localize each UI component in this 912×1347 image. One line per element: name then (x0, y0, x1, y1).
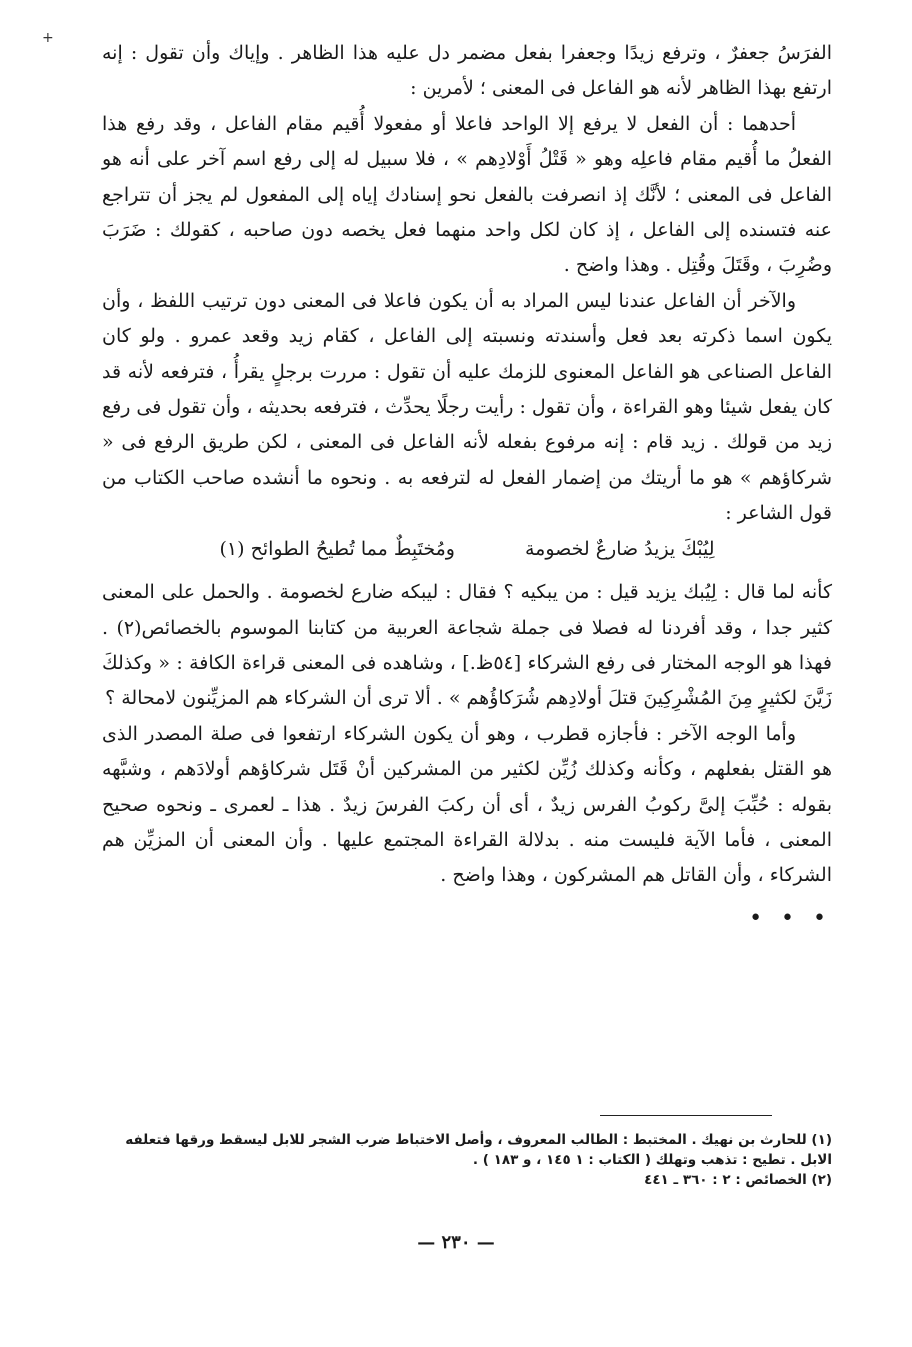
paragraph-4: كأنه لما قال : لِيُبك يزيد قيل : من يبكيه ؟ فقال : ليبكه ضارع لخصومة . والحمل على المعنى كثير جدا ، وقد أفردنا له فصلا فى جملة شجاعة العربية من كتابنا الموسوم بالخصائص(٢) . فهذا هو الوجه المختار فى رفع الشركاء [٥٤ظ.] ، وشاهده فى المعنى قراءة الكافة : « وكذلكَ زَيَّنَ لكثيرٍ مِنَ المُشْرِكِينَ قتلَ أولادِهم شُرَكاؤُهم » . ألا ترى أن الشركاء هم المزيِّنون لامحالة ؟ (102, 581, 832, 710)
paragraph-1: الفرَسُ جعفرٌ ، وترفع زيدًا وجعفرا بفعل مضمر دل عليه هذا الظاهر . وإياك وأن تقول : إنه ارتفع بهذا الظاهر لأنه هو الفاعل فى المعنى ؛ لأمرين : (102, 42, 832, 100)
footnotes (102, 1130, 832, 1190)
section-ornament: • • • (749, 905, 832, 931)
footnote-1: (١) للحارث بن نهيك . المختبط : الطالب المعروف ، وأصل الاختباط ضرب الشجر للابل ليسقط ورقها فتعلفه الابل . تطيح : تذهب وتهلك ( الكتاب : ١ ١٤٥ ، و ١٨٣ ) . (125, 1132, 832, 1168)
corner-mark: + (42, 30, 54, 46)
paragraph-5: وأما الوجه الآخر : فأجازه قطرب ، وهو أن يكون الشركاء ارتفعوا فى صلة المصدر الذى هو القتل بفعلهم ، وكأنه وكذلك زُيِّن لكثير من المشركين أنْ قَتَل شركاؤهم أولادَهم ، وشبَّهه بقوله : حُبِّبَ إلىَّ ركوبُ الفرس زيدٌ ، أى أن ركبَ الفرسَ زيدٌ . هذا ـ لعمرى ـ ونحوه صحيح المعنى ، فأما الآية فليست منه . بدلالة القراءة المجتمع عليها . وأن المعنى أن المزيِّن هم الشركاء ، وأن القاتل هم المشركون ، وهذا واضح . (102, 722, 832, 887)
body-text (102, 36, 832, 934)
footnote-2: (٢) الخصائص : ٢ : ٣٦٠ ـ ٤٤١ (644, 1172, 832, 1188)
verse-second-hemistich: ومُختَبِطٌ مما تُطيحُ الطوائح (١) (219, 537, 455, 560)
poetry-verse (102, 532, 832, 567)
page-number: — ٢٣٠ — (417, 1232, 495, 1253)
paragraph-3: والآخر أن الفاعل عندنا ليس المراد به أن يكون فاعلا فى المعنى دون ترتيب اللفظ ، وأن يكون اسما ذكرته بعد فعل وأسندته ونسبته إلى الفاعل ، كقام زيد وقعد عمرو . ولو كان الفاعل الصناعى هو الفاعل المعنوى للزمك عليه أن تقول : مررت برجلٍ يقرأُ ، فترفعه لأنه قد كان يفعل شيئا وهو القراءة ، وأن تقول : رأيت رجلًا يحدِّث ، فترفعه بحديثه ، وأن تقول فى رفع زيد من قولك . زيد قام : إنه مرفوع بفعله لأنه الفاعل فى المعنى ، لكن طريق الرفع فى « شركاؤهم » هو ما أريتك من إضمار الفعل له لترفعه به . ونحوه ما أنشده صاحب الكتاب من قول الشاعر : (102, 289, 832, 525)
footnote-divider (600, 1115, 772, 1116)
paragraph-2: أحدهما : أن الفعل لا يرفع إلا الواحد فاعلا أو مفعولا أُقيم مقام الفاعل ، وقد رفع هذا الفعلُ ما أُقيم مقام فاعلِه وهو « قَتْلُ أَوْلادِهم » ، فلا سبيل له إلى رفع اسم آخر على أنه هو الفاعل فى المعنى ؛ لأنَّك إذ انصرفت بالفعل نحو إسنادك إياه إلى المفعول لم يجز أن تتراجع عنه فتسنده إلى الفاعل ، إذ كان لكل واحد منهما فعل يخصه دون صاحبه ، كقولك : ضَرَبَ وضُرِبَ ، وقَتَلَ وقُتِل . وهذا واضح . (102, 112, 832, 277)
verse-first-hemistich: لِيُبْكَ يزيدُ ضارعٌ لخصومة (524, 537, 715, 560)
